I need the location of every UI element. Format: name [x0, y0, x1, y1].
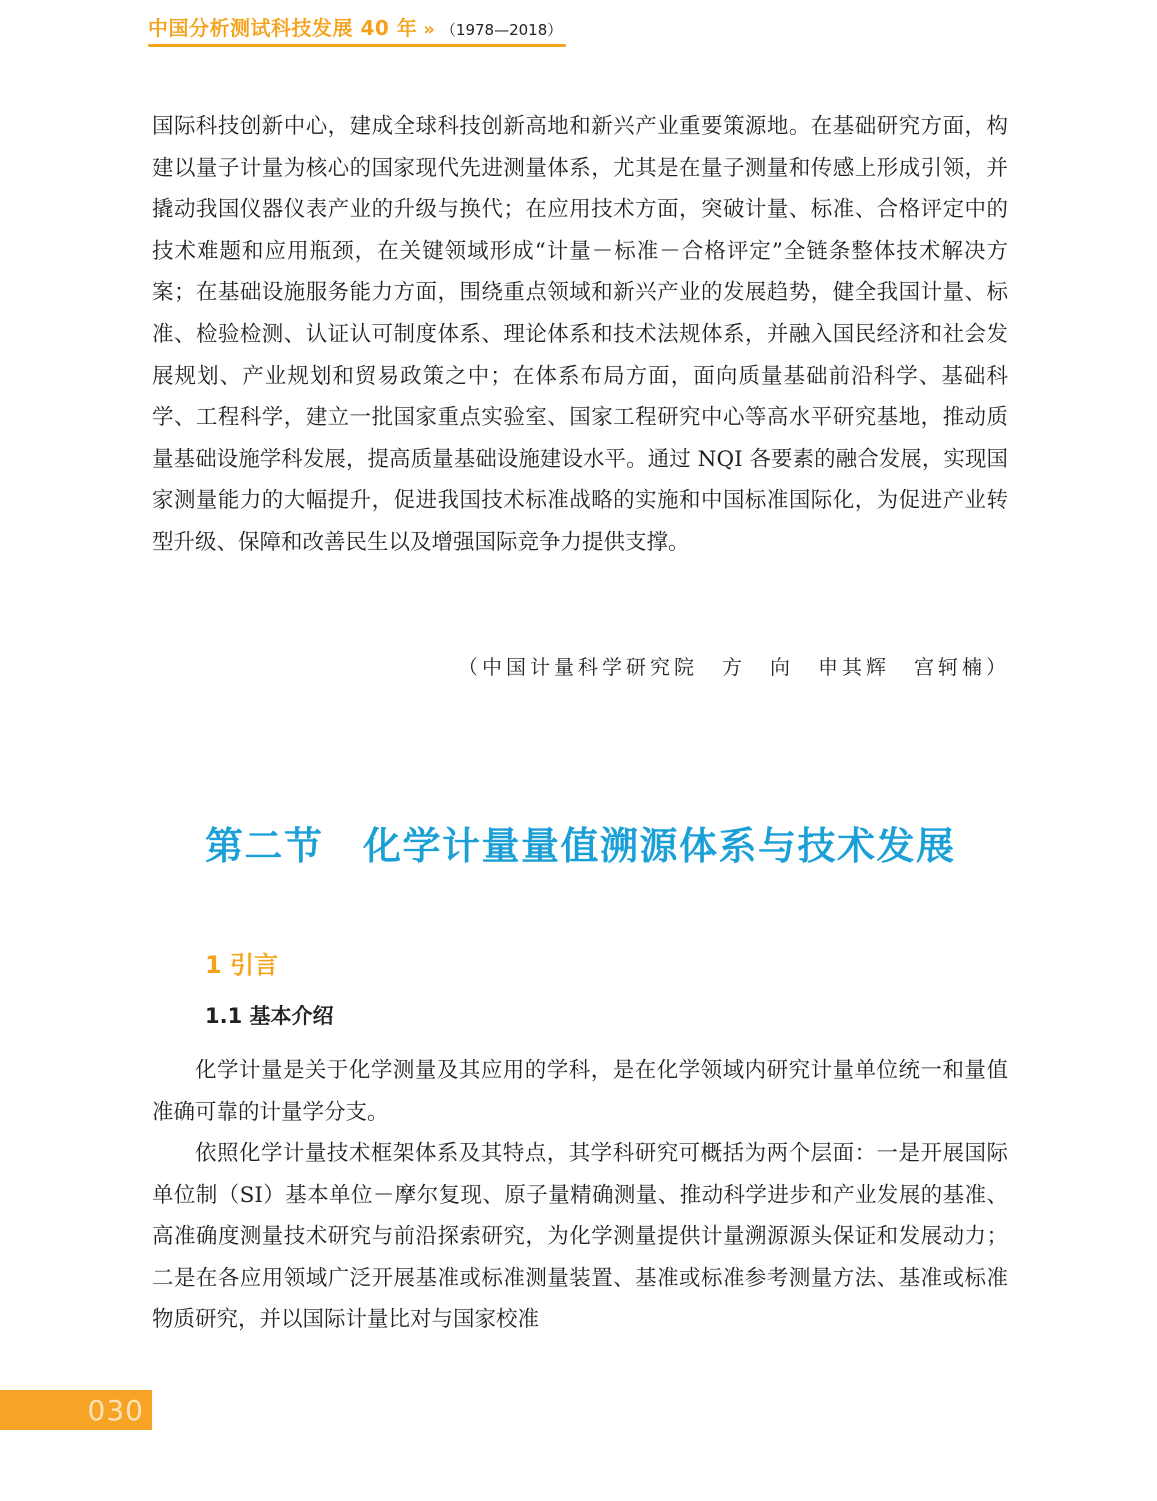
body-paragraph-1: 化学计量是关于化学测量及其应用的学科，是在化学领域内研究计量单位统一和量值准确可靠的计量学分支。 [152, 1058, 1008, 1125]
double-chevron-right-icon: » [423, 19, 435, 40]
section-title: 第二节 化学计量量值溯源体系与技术发展 [205, 824, 956, 868]
book-title: 中国分析测试科技发展 40 年 [148, 16, 418, 40]
header-rule [148, 44, 566, 47]
subsection-title: 1 引言 [205, 951, 279, 979]
book-years: （1978—2018） [440, 21, 563, 39]
body-paragraph-2: 依照化学计量技术框架体系及其特点，其学科研究可概括为两个层面：一是开展国际单位制（SI）基本单位－摩尔复现、原子量精确测量、推动科学进步和产业发展的基准、高准确度测量技术研究与前沿探索研究，为化学测量提供计量溯源源头保证和发展动力；二是在各应用领域广泛开展基准或标准测量装置、基准或标准参考测量方法、基准或标准物质研究，并以国际计量比对与国家校准 [152, 1141, 1008, 1333]
page-number-tab [0, 1390, 152, 1430]
subsubsection-title: 1.1 基本介绍 [205, 1004, 334, 1028]
intro-paragraph: 国际科技创新中心，建成全球科技创新高地和新兴产业重要策源地。在基础研究方面，构建以量子计量为核心的国家现代先进测量体系，尤其是在量子测量和传感上形成引领，并撬动我国仪器仪表产业的升级与换代；在应用技术方面，突破计量、标准、合格评定中的技术难题和应用瓶颈，在关键领域形成“计量－标准－合格评定”全链条整体技术解决方案；在基础设施服务能力方面，围绕重点领域和新兴产业的发展趋势，健全我国计量、标准、检验检测、认证认可制度体系、理论体系和技术法规体系，并融入国民经济和社会发展规划、产业规划和贸易政策之中；在体系布局方面，面向质量基础前沿科学、基础科学、工程科学，建立一批国家重点实验室、国家工程研究中心等高水平研究基地，推动质量基础设施学科发展，提高质量基础设施建设水平。通过 NQI 各要素的融合发展，实现国家测量能力的大幅提升，促进我国技术标准战略的实施和中国标准国际化，为促进产业转型升级、保障和改善民生以及增强国际竞争力提供支撑。 [152, 114, 1008, 555]
author-credit: （中国计量科学研究院 方 向 申其辉 宫轲楠） [458, 655, 1010, 679]
running-header [148, 12, 562, 42]
page-number: 030 [87, 1394, 144, 1427]
